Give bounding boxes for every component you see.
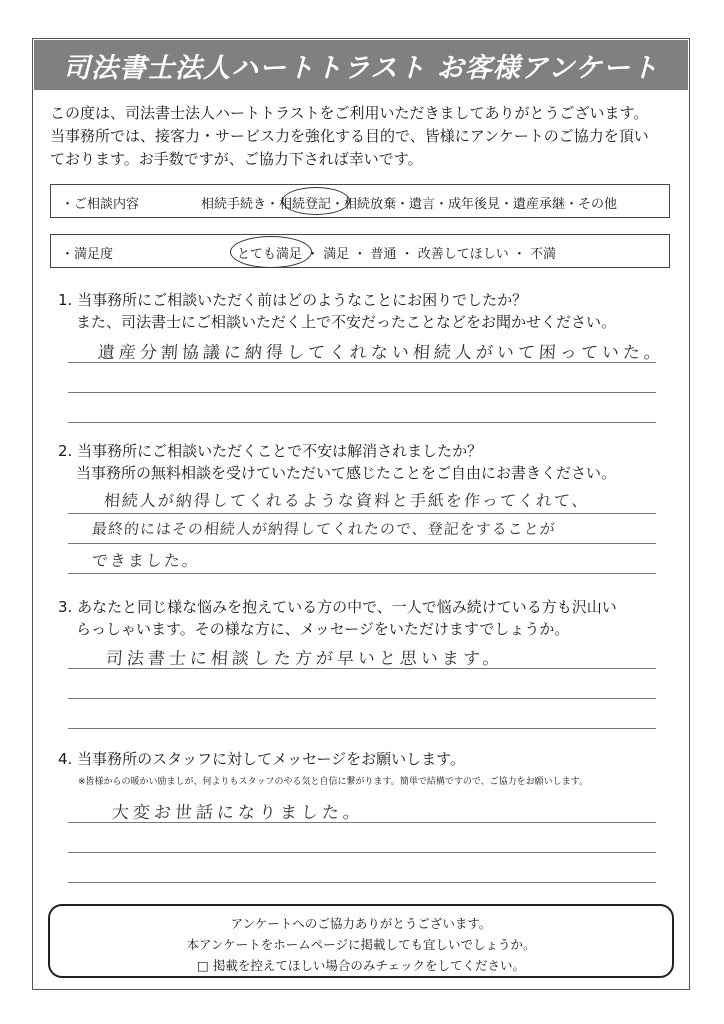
answer-1-line-1: 遺産分割協議に納得してくれない相続人がいて困っていた。: [97, 343, 666, 363]
answer-2-line-2: 最終的にはその相続人が納得してくれたので、登記をすることが: [91, 520, 557, 538]
satisfaction-label: ・満足度: [61, 247, 114, 262]
question-1: 1. 当事務所にご相談いただく前はどのようなことにお困りでしたか？: [58, 291, 528, 309]
answer-line: [68, 852, 656, 853]
satisfaction-options[interactable]: とても満足 ・ 満足 ・ 普通 ・ 改善してほしい ・ 不満: [237, 247, 557, 262]
page-title: 司法書士法人ハートトラスト お客様アンケート: [63, 53, 659, 84]
question-2: 2. 当事務所にご相談いただくことで不安は解消されましたか？: [58, 442, 483, 460]
footer-box: [48, 904, 674, 978]
answer-line: [68, 422, 656, 423]
answer-3-line-1: 司法書士に相談した方が早いと思います。: [105, 649, 505, 669]
consultation-options[interactable]: 相続手続き・相続登記・相続放棄・遺言・成年後見・遺産承継・その他: [201, 197, 618, 212]
satisfaction-box: [50, 234, 670, 268]
answer-line: [68, 882, 656, 883]
answer-line: [68, 573, 656, 574]
satisfaction-selection-circle: [230, 236, 312, 268]
answer-line: [68, 543, 656, 544]
answer-line: [68, 513, 656, 514]
footer-permission-question: 本アンケートをホームページに掲載しても宜しいでしょうか。: [186, 937, 536, 952]
question-1-sub: また、司法書士にご相談いただく上で不安だったことなどをお聞かせください。: [76, 313, 617, 331]
question-2-sub: 当事務所の無料相談を受けていただいて感じたことをご自由にお書きください。: [76, 464, 617, 482]
intro-line-1: この度は、司法書士法人ハートトラストをご利用いただきましてありがとうございます。: [50, 104, 649, 122]
intro-line-3: ております。お手数ですが、ご協力下されば幸いです。: [50, 150, 423, 168]
footer-thanks: アンケートへのご協力ありがとうございます。: [230, 916, 492, 931]
consultation-selection-circle: [282, 187, 350, 215]
answer-line: [68, 698, 656, 699]
question-4-note: ※皆様からの暖かい励ましが、何よりもスタッフのやる気と自信に繋がります。簡単で結構ですので、ご協力をお願いします。: [78, 777, 588, 787]
answer-line: [68, 728, 656, 729]
consultation-label: ・ご相談内容: [61, 197, 140, 212]
question-4: 4. 当事務所のスタッフに対してメッセージをお願いします。: [58, 750, 465, 768]
answer-2-line-1: 相続人が納得してくれるような資料と手紙を作ってくれて、: [103, 491, 591, 510]
publish-opt-out-checkbox[interactable]: □ 掲載を控えてほしい場合のみチェックをしてください。: [197, 958, 525, 973]
answer-4-line-1: 大変お世話になりました。: [111, 803, 365, 823]
answer-line: [68, 392, 656, 393]
answer-2-line-3: できました。: [91, 551, 201, 570]
question-3: 3. あなたと同じ様な悩みを抱えている方の中で、一人で悩み続けている方も沢山い: [58, 598, 617, 616]
consultation-box: [50, 184, 670, 218]
survey-frame: [32, 38, 690, 990]
intro-line-2: 当事務所では、接客力・サービス力を強化する目的で、皆様にアンケートのご協力を頂い: [50, 127, 649, 145]
question-3-sub: らっしゃいます。その様な方に、メッセージをいただけますでしょうか。: [76, 620, 570, 638]
